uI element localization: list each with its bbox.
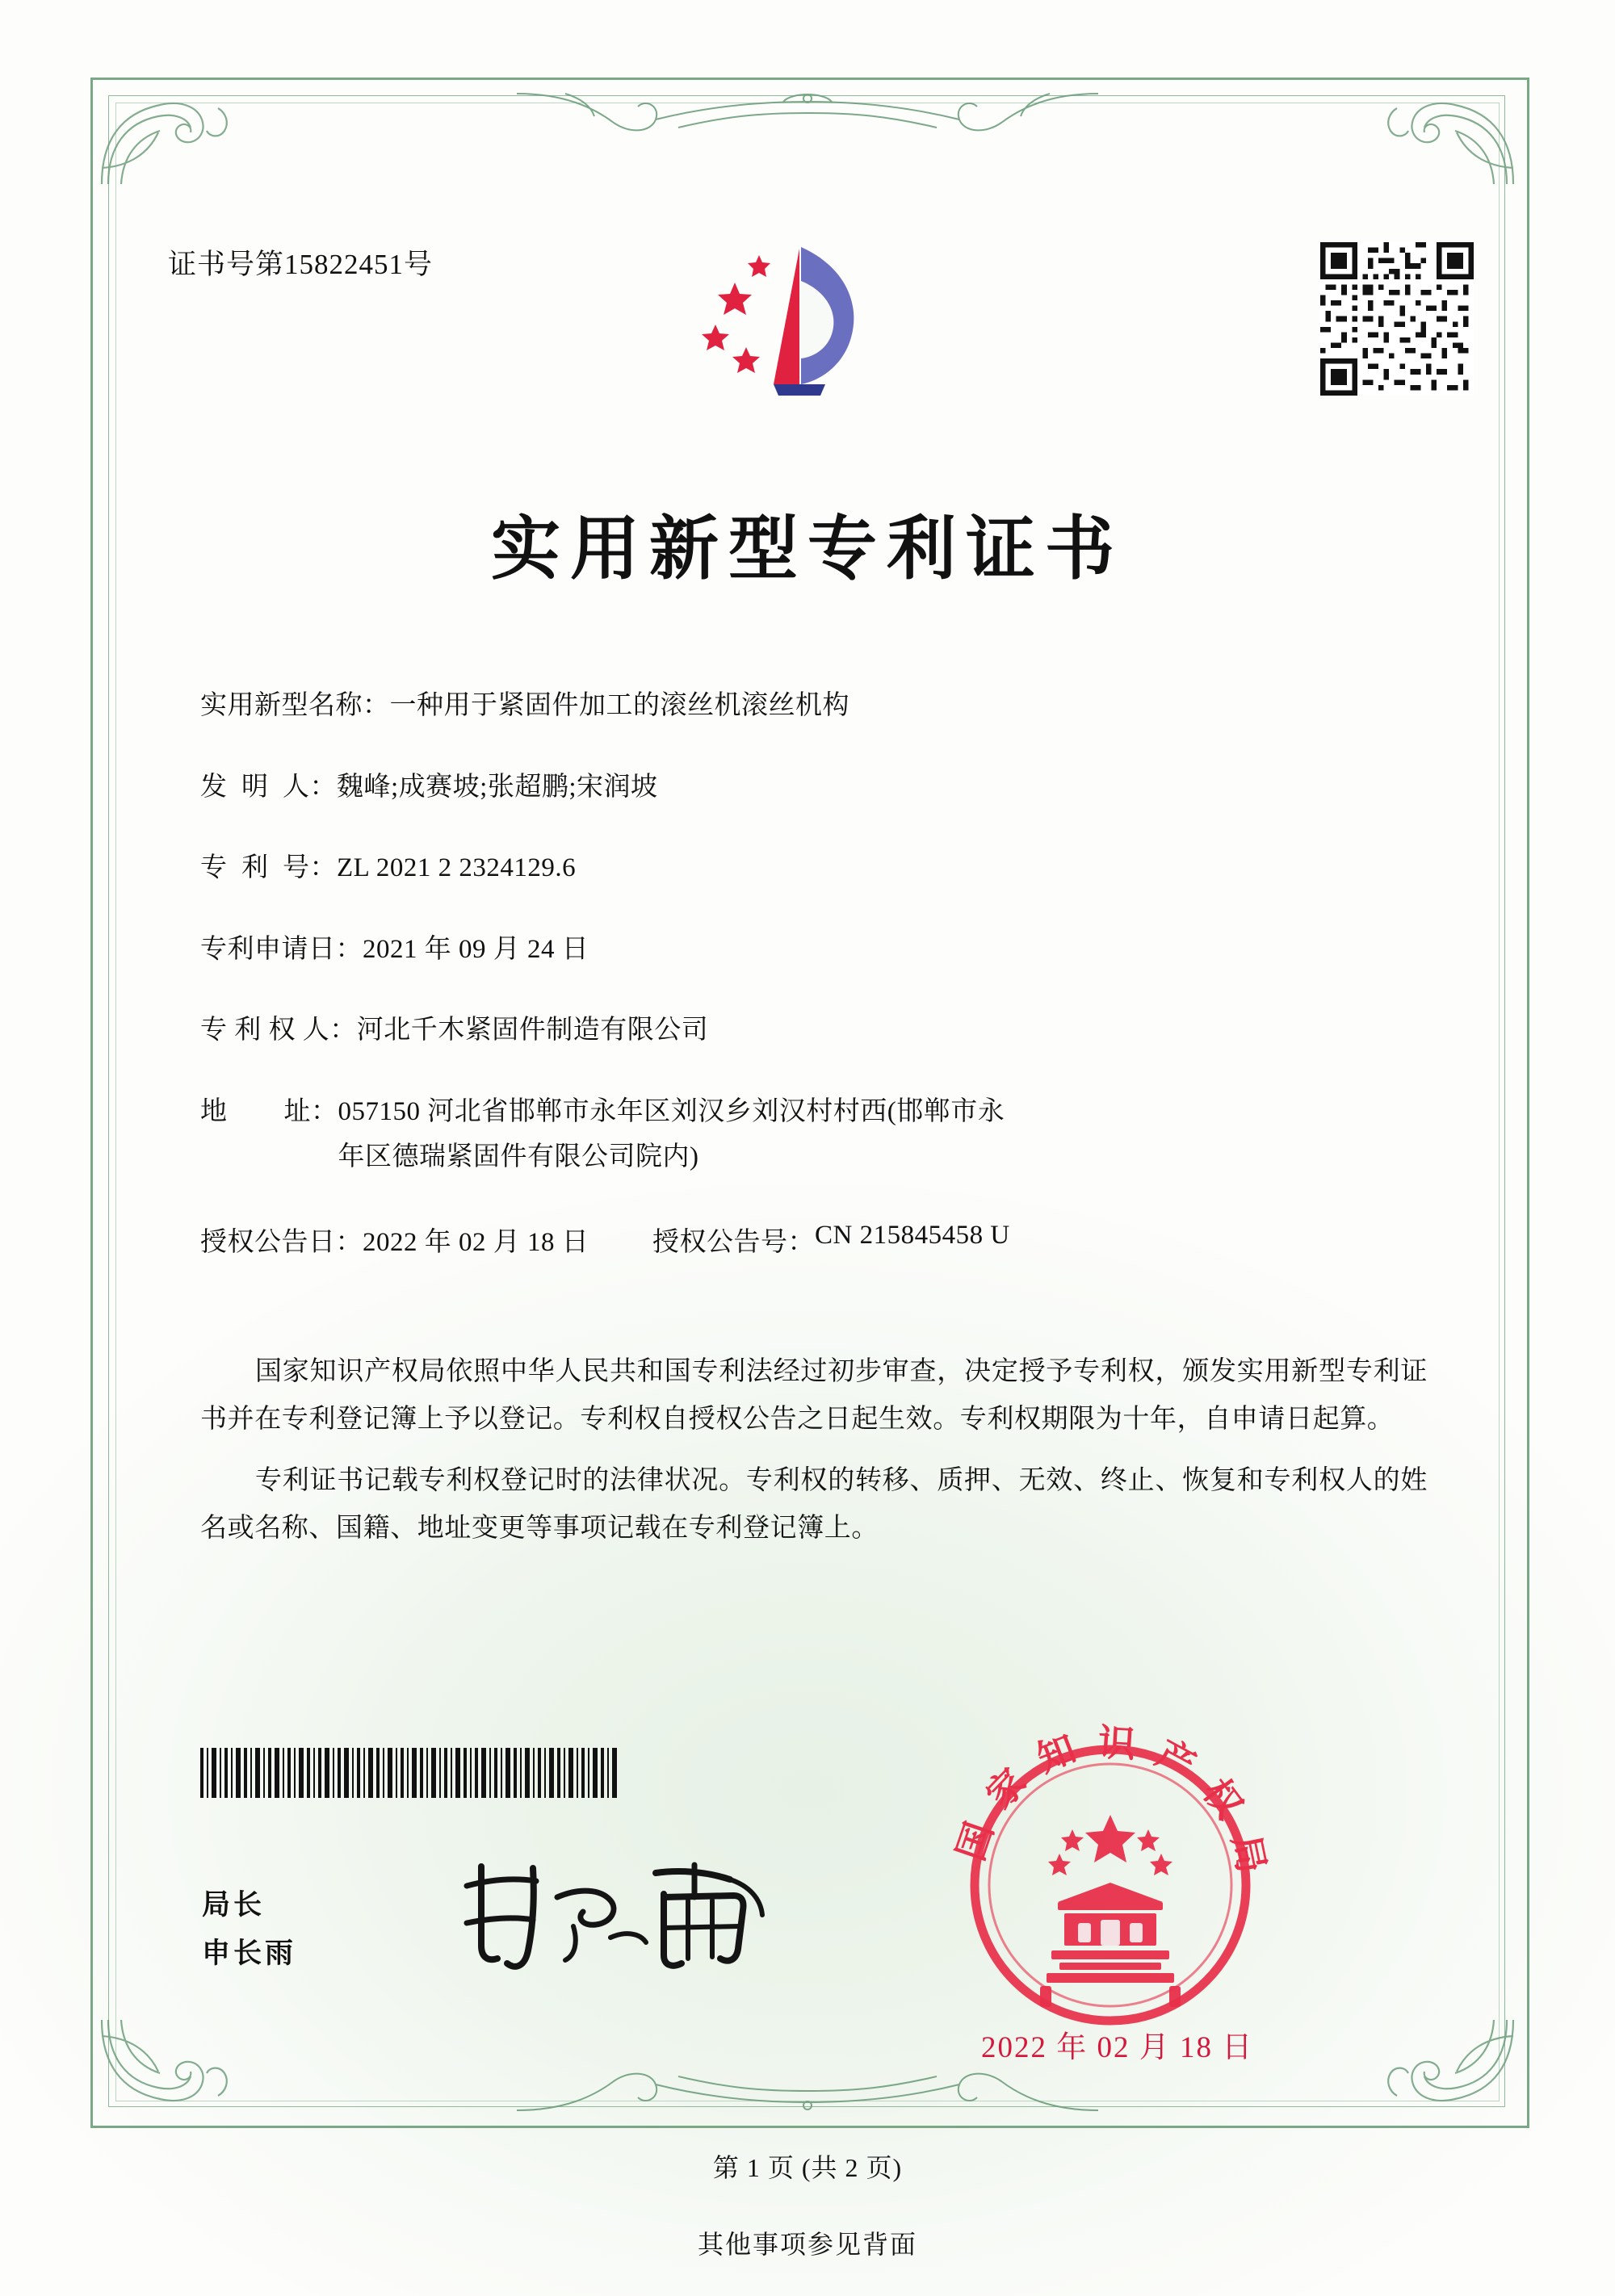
field-label: 实用新型名称： — [200, 691, 390, 720]
signature-block — [202, 1881, 296, 1977]
paragraph-1: 国家知识产权局依照中华人民共和国专利法经过初步审查，决定授予专利权，颁发实用新型专利证书并在专利登记簿上予以登记。专利权自授权公告之日起生效。专利权期限为十年，自申请日起算。 — [200, 1357, 1428, 1434]
field-grant-date — [200, 1221, 652, 1259]
back-side-note: 其他事项参见背面 — [697, 2230, 917, 2259]
barcode — [200, 1748, 620, 1798]
address-line-2: 年区德瑞紧固件有限公司院内) — [338, 1142, 699, 1172]
field-application-date — [200, 932, 1428, 968]
field-label: 发 明 人： — [200, 772, 337, 802]
field-label: 专 利 权 人： — [200, 1016, 357, 1045]
corner-flourish-icon — [97, 2015, 242, 2120]
field-value-wrapper — [338, 1094, 1428, 1175]
svg-text:国 家 知 识 产 权 局: 国 家 知 识 产 权 局 — [950, 1721, 1274, 1882]
field-label: 专利申请日： — [200, 934, 363, 964]
field-grant-row — [200, 1221, 1428, 1259]
field-address — [200, 1094, 1428, 1175]
page-title: 实用新型专利证书 — [491, 510, 1124, 588]
signature-name: 申长雨 — [202, 1937, 297, 1969]
field-label: 授权公告号： — [652, 1227, 815, 1257]
signature-title: 局长 — [202, 1889, 266, 1921]
field-inventors — [200, 769, 1428, 806]
field-patentee — [200, 1012, 1428, 1049]
page-number: 第 1 页 (共 2 页) — [712, 2153, 903, 2182]
seal-date: 2022 年 02 月 18 日 — [981, 2031, 1254, 2064]
corner-flourish-icon — [1373, 2015, 1518, 2120]
field-label: 地 址： — [200, 1096, 338, 1126]
field-value: 2022 年 02 月 18 日 — [363, 1227, 589, 1257]
handwritten-signature-icon — [452, 1849, 791, 1978]
field-utility-model-name — [200, 688, 1428, 724]
field-value: 河北千木紧固件制造有限公司 — [356, 1016, 709, 1045]
official-seal — [937, 1712, 1284, 2059]
certificate-number: 证书号第15822451号 — [168, 249, 434, 280]
field-grant-number — [652, 1221, 1428, 1259]
sipo-logo-icon — [678, 234, 912, 420]
field-value: 魏峰;成赛坡;张超鹏;宋润坡 — [337, 772, 658, 802]
corner-flourish-icon — [97, 84, 242, 189]
field-value: CN 215845458 U — [815, 1220, 1010, 1250]
field-value: 2021 年 09 月 24 日 — [363, 934, 589, 964]
paragraph-2: 专利证书记载专利权登记时的法律状况。专利权的转移、质押、无效、终止、恢复和专利权人的姓名或名称、国籍、地址变更等事项记载在专利登记簿上。 — [200, 1466, 1428, 1544]
field-patent-number — [200, 850, 1428, 886]
corner-flourish-icon — [1373, 84, 1518, 189]
fields-block — [200, 688, 1428, 1294]
top-scroll-ornament-icon — [517, 81, 1098, 140]
address-line-1: 057150 河北省邯郸市永年区刘汉乡刘汉村村西(邯郸市永 — [338, 1096, 1005, 1126]
field-label: 专 利 号： — [200, 853, 337, 883]
legal-text-block — [200, 1348, 1428, 1567]
bottom-scroll-ornament-icon — [517, 2063, 1098, 2123]
field-label: 授权公告日： — [200, 1227, 363, 1257]
field-value: 一种用于紧固件加工的滚丝机滚丝机构 — [389, 691, 849, 720]
field-value: ZL 2021 2 2324129.6 — [337, 853, 577, 883]
qr-code — [1320, 242, 1474, 396]
